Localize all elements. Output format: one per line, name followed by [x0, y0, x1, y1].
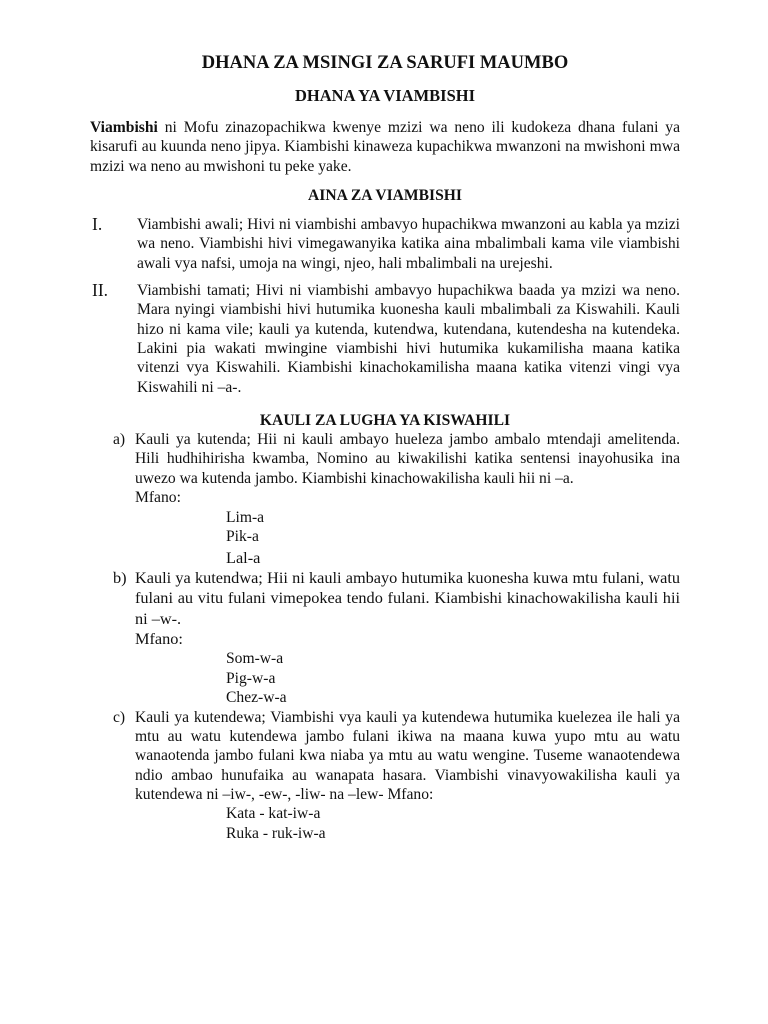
intro-bold-term: Viambishi: [90, 119, 158, 136]
roman-list-item: [90, 215, 680, 273]
mfano-label: Mfano:: [135, 489, 181, 507]
roman-item-text: Viambishi tamati; Hivi ni viambishi ambavyo hupachikwa baada ya mzizi wa neno. Mara nyingi viambishi hivi hutumika kuonesha kauli mbalimbali za Kiswahili. Kauli hizo ni kama vile; kauli ya kutenda, kutendwa, kutendana, kutendesha na kutendeka. Lakini pia wakati mwingine viambishi hivi hutumika kukamilisha maana katika vitenzi vya Kiswahili. Kiambishi kinachokamilisha maana katika vitenzi vingi vya Kiswahili ni –a-.: [137, 282, 680, 396]
kauli-list: [90, 430, 680, 843]
example-list: [135, 649, 680, 708]
roman-list-item: [90, 281, 680, 397]
example-list: [135, 804, 680, 843]
example-item: Ruka - ruk-iw-a: [226, 824, 326, 842]
list-letter: b): [113, 567, 127, 587]
roman-item-text: Viambishi awali; Hivi ni viambishi ambavyo hupachikwa mwanzoni au kabla ya mzizi wa neno. Viambishi hivi vimegawanyika katika aina mbalimbali kama vile viambishi awali vya nafsi, umoja na wingi, njeo, hali mbalimbali na urejeshi.: [137, 216, 680, 272]
list-item-body: [135, 430, 680, 567]
list-item-body: [135, 708, 680, 843]
example-list: [135, 508, 680, 568]
example-item: Lal-a: [226, 547, 261, 567]
mfano-label: Mfano:: [135, 629, 183, 649]
document-title: DHANA ZA MSINGI ZA SARUFI MAUMBO: [201, 53, 569, 73]
list-item-text: Kauli ya kutendewa; Viambishi vya kauli ya kutendewa hutumika kuelezea ile hali ya mtu au watu kutendewa jambo fulani ikiwa na maana kuwa yupo mtu au watu wanaotenda jambo fulani kwa niaba ya mtu au watu wengine. Tuseme wanaotendewa ndio ambao hunufaika au wanapata hasara. Viambishi vinavyowakilisha kauli ya kutendewa ni –iw-, -ew-, -liw- na –lew- Mfano:: [135, 708, 680, 804]
intro-text: ni Mofu zinazopachikwa kwenye mzizi wa neno ili kudokeza dhana fulani ya kisarufi au kuunda neno jipya. Kiambishi kinaweza kupachikwa mwanzoni na mwishoni mwa mzizi wa neno au mwishoni tu peke yake.: [90, 119, 680, 175]
kauli-list-item: [90, 708, 680, 843]
list-letter: a): [113, 431, 126, 449]
kauli-list-item: [90, 568, 680, 708]
example-item: Som-w-a: [226, 650, 284, 668]
list-item-text: Kauli ya kutendwa; Hii ni kauli ambayo hutumika kuonesha kuwa mtu fulani, watu fulani au vitu fulani vimepokea tendo fulani. Kiambishi kinachowakilisha kauli hii ni –w-.: [135, 567, 680, 628]
list-item-text: Kauli ya kutenda; Hii ni kauli ambayo hueleza jambo ambalo mtendaji amelitenda. Hili hudhihirisha kwamba, Nomino au kiwakilishi katika sentensi inayohusika ina uwezo wa kutenda jambo. Kiambishi kinachowakilisha kauli hii ni –a.: [135, 431, 680, 487]
list-letter: c): [113, 708, 126, 726]
section-heading-kauli: KAULI ZA LUGHA YA KISWAHILI: [259, 411, 511, 429]
example-item: Chez-w-a: [226, 689, 287, 707]
section-heading-aina: AINA ZA VIAMBISHI: [308, 186, 462, 204]
list-item-body: [135, 568, 680, 708]
kauli-list-item: [90, 430, 680, 567]
example-item: Kata - kat-iw-a: [226, 805, 321, 823]
example-item: Lim-a: [226, 508, 265, 526]
roman-numeral: I.: [92, 214, 103, 235]
example-item: Pig-w-a: [226, 669, 276, 687]
example-item: Pik-a: [226, 528, 259, 546]
document-subtitle: DHANA YA VIAMBISHI: [294, 86, 476, 105]
roman-numeral: II.: [92, 280, 109, 301]
intro-paragraph: [90, 118, 680, 176]
